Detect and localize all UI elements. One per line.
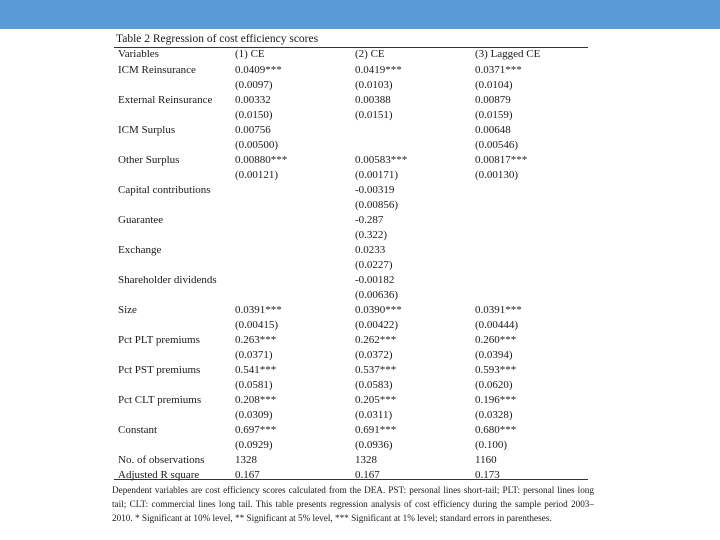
table-se-row [112,318,592,333]
table-se-row [112,378,592,393]
se-col-3: (0.00130) [475,169,519,181]
variable-name: Size [118,304,137,316]
table-se-row [112,348,592,363]
table-se-row [112,78,592,93]
table-caption: Table 2 Regression of cost efficiency scores [116,33,319,45]
variable-name: ICM Surplus [118,124,176,136]
se-col-1: (0.0371) [235,349,273,361]
se-col-3: (0.0620) [475,379,513,391]
se-col-3: (0.00546) [475,139,519,151]
se-col-3: (0.0104) [475,79,513,91]
coef-col-3: 0.680*** [475,424,517,436]
coef-col-3: 0.0371*** [475,64,522,76]
coef-col-3: 0.260*** [475,334,517,346]
coef-col-1: 0.0409*** [235,64,282,76]
variable-name: ICM Reinsurance [118,64,196,76]
coef-col-3: 0.196*** [475,394,517,406]
coef-col-2: 0.0390*** [355,304,402,316]
table-row [112,63,592,78]
coef-col-1: 0.697*** [235,424,277,436]
coef-col-3: 0.593*** [475,364,517,376]
stat-col-2: 0.167 [355,469,380,481]
table-row [112,393,592,408]
variable-name: Pct PST premiums [118,364,201,376]
table-se-row [112,168,592,183]
top-banner [0,0,720,29]
table-bottom-rule [114,479,588,480]
coef-col-1: 0.00880*** [235,154,288,166]
coef-col-2: 0.0419*** [355,64,402,76]
table-row [112,243,592,258]
variable-name: Other Surplus [118,154,180,166]
se-col-3: (0.0328) [475,409,513,421]
se-col-1: (0.0309) [235,409,273,421]
stat-col-1: 1328 [235,454,257,466]
coef-col-1: 0.00332 [235,94,271,106]
se-col-1: (0.00121) [235,169,279,181]
table-se-row [112,438,592,453]
table-header-row [112,47,592,62]
se-col-2: (0.0936) [355,439,393,451]
se-col-2: (0.0311) [355,409,393,421]
se-col-2: (0.0151) [355,109,393,121]
header-col-2: (2) CE [355,48,385,60]
se-col-1: (0.00415) [235,319,279,331]
stat-name: Adjusted R square [118,469,200,481]
variable-name: Exchange [118,244,162,256]
se-col-2: (0.0372) [355,349,393,361]
table-row [112,363,592,378]
se-col-2: (0.0583) [355,379,393,391]
stat-name: No. of observations [118,454,205,466]
table-note: Dependent variables are cost efficiency scores calculated from the DEA. PST: personal lines short-tail; PLT: personal lines long tail; CLT: commercial lines long tail. This table presents regression analysis of cost efficiency during the sample period 2003–2010. * Significant at 10% level, ** Significant at 5% level, *** Significant at 1% level; standard errors in parentheses. [112,485,594,523]
header-col-1: (1) CE [235,48,265,60]
se-col-1: (0.00500) [235,139,279,151]
table-row [112,93,592,108]
se-col-3: (0.0159) [475,109,513,121]
stat-col-2: 1328 [355,454,377,466]
se-col-2: (0.0103) [355,79,393,91]
header-col-3: (3) Lagged CE [475,48,541,60]
coef-col-2: -0.00182 [355,274,395,286]
table-row [112,423,592,438]
coef-col-1: 0.208*** [235,394,277,406]
variable-name: External Reinsurance [118,94,213,106]
coef-col-1: 0.00756 [235,124,271,136]
variable-name: Shareholder dividends [118,274,217,286]
coef-col-3: 0.00817*** [475,154,528,166]
table-se-row [112,408,592,423]
table-row [112,333,592,348]
coef-col-1: 0.541*** [235,364,277,376]
table-row [112,213,592,228]
table-se-row [112,198,592,213]
coef-col-2: 0.262*** [355,334,397,346]
se-col-1: (0.0929) [235,439,273,451]
variable-name: Pct PLT premiums [118,334,200,346]
stat-col-1: 0.167 [235,469,260,481]
coef-col-2: 0.691*** [355,424,397,436]
variable-name: Capital contributions [118,184,211,196]
coef-col-3: 0.00879 [475,94,511,106]
se-col-2: (0.00636) [355,289,399,301]
coef-col-2: 0.00388 [355,94,391,106]
se-col-2: (0.0227) [355,259,393,271]
table-se-row [112,108,592,123]
table-se-row [112,138,592,153]
table-row [112,183,592,198]
table-row [112,123,592,138]
table-row [112,153,592,168]
stats-row [112,453,592,468]
se-col-1: (0.0150) [235,109,273,121]
variable-name: Pct CLT premiums [118,394,202,406]
coef-col-2: 0.0233 [355,244,386,256]
coef-col-1: 0.0391*** [235,304,282,316]
coef-col-2: 0.537*** [355,364,397,376]
se-col-1: (0.0097) [235,79,273,91]
coef-col-2: 0.205*** [355,394,397,406]
coef-col-2: -0.00319 [355,184,395,196]
se-col-1: (0.0581) [235,379,273,391]
coef-col-1: 0.263*** [235,334,277,346]
se-col-3: (0.100) [475,439,508,451]
variable-name: Guarantee [118,214,164,226]
stat-col-3: 1160 [475,454,497,466]
se-col-3: (0.0394) [475,349,513,361]
table-se-row [112,258,592,273]
table-se-row [112,288,592,303]
coef-col-2: 0.00583*** [355,154,408,166]
stats-row [112,468,592,483]
se-col-2: (0.00171) [355,169,399,181]
variable-name: Constant [118,424,158,436]
se-col-3: (0.00444) [475,319,519,331]
table-row [112,303,592,318]
table-se-row [112,228,592,243]
coef-col-2: -0.287 [355,214,384,226]
coef-col-3: 0.0391*** [475,304,522,316]
regression-table-document [112,31,592,537]
se-col-2: (0.00422) [355,319,399,331]
coef-col-3: 0.00648 [475,124,511,136]
table-row [112,273,592,288]
se-col-2: (0.322) [355,229,388,241]
se-col-2: (0.00856) [355,199,399,211]
stat-col-3: 0.173 [475,469,500,481]
header-variables: Variables [118,48,159,60]
